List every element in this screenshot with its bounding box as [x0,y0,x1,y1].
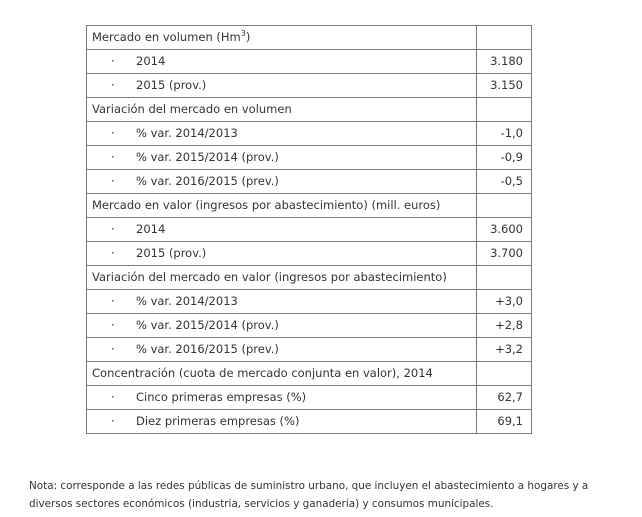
section-title [87,26,477,50]
row-value: 3.700 [477,242,532,266]
bullet-icon: · [111,294,115,308]
table-row [87,314,532,338]
row-label: % var. 2016/2015 (prev.) [136,342,279,356]
section-title [87,194,477,218]
row-value: 3.180 [477,50,532,74]
row-value: 3.600 [477,218,532,242]
row-value: -1,0 [477,122,532,146]
row-label: % var. 2014/2013 [136,294,238,308]
row-label: % var. 2015/2014 (prov.) [136,318,279,332]
row-value: +3,0 [477,290,532,314]
row-label-cell [87,410,477,434]
bullet-icon: · [111,222,115,236]
bullet-icon: · [111,390,115,404]
row-value: -0,5 [477,170,532,194]
section-header-row [87,194,532,218]
footnote: Nota: corresponde a las redes públicas de suministro urbano, que incluyen el abastecimiento a hogares y a diversos sectores económicos (industria, servicios y ganadería) y consumos municipales. [29,480,589,510]
row-label: 2015 (prov.) [136,78,207,92]
table-row [87,218,532,242]
table-row [87,290,532,314]
section-title [87,266,477,290]
empty-value-cell [477,26,532,50]
table-row [87,386,532,410]
row-label: % var. 2014/2013 [136,126,238,140]
bullet-icon: · [111,342,115,356]
section-title-text: Variación del mercado en valor (ingresos por abastecimiento) [92,270,447,284]
bullet-icon: · [111,150,115,164]
bullet-icon: · [111,174,115,188]
unit-superscript: 3 [240,29,246,38]
row-label: 2015 (prov.) [136,246,207,260]
table-row [87,122,532,146]
row-value: +3,2 [477,338,532,362]
row-label-cell [87,338,477,362]
row-label: 2014 [136,222,166,236]
section-header-row [87,98,532,122]
row-label-cell [87,170,477,194]
bullet-icon: · [111,318,115,332]
section-title-text: Mercado en valor (ingresos por abastecimiento) (mill. euros) [92,198,441,212]
row-label-cell [87,122,477,146]
section-header-row [87,26,532,50]
section-title-text: Variación del mercado en volumen [92,102,292,116]
table-row [87,74,532,98]
row-label: Diez primeras empresas (%) [136,414,300,428]
table-row [87,146,532,170]
row-label: % var. 2016/2015 (prev.) [136,174,279,188]
section-title-text: Mercado en volumen (Hm [92,30,241,44]
section-header-row [87,362,532,386]
row-label-cell [87,386,477,410]
row-label: % var. 2015/2014 (prov.) [136,150,279,164]
table-row [87,338,532,362]
row-value: -0,9 [477,146,532,170]
empty-value-cell [477,98,532,122]
row-label-cell [87,314,477,338]
empty-value-cell [477,266,532,290]
row-value: +2,8 [477,314,532,338]
market-data-table [86,25,532,434]
empty-value-cell [477,362,532,386]
table-row [87,410,532,434]
row-label-cell [87,146,477,170]
section-header-row [87,266,532,290]
row-label-cell [87,218,477,242]
row-label-cell [87,74,477,98]
row-value: 3.150 [477,74,532,98]
table-row [87,242,532,266]
section-title-text: Concentración (cuota de mercado conjunta en valor), 2014 [92,366,433,380]
bullet-icon: · [111,54,115,68]
table-row [87,170,532,194]
bullet-icon: · [111,414,115,428]
bullet-icon: · [111,246,115,260]
row-label-cell [87,290,477,314]
bullet-icon: · [111,78,115,92]
table-row [87,50,532,74]
section-title-suffix: ) [245,30,251,44]
row-label-cell [87,50,477,74]
row-value: 62,7 [477,386,532,410]
empty-value-cell [477,194,532,218]
row-value: 69,1 [477,410,532,434]
row-label-cell [87,242,477,266]
section-title [87,362,477,386]
section-title [87,98,477,122]
row-label: Cinco primeras empresas (%) [136,390,307,404]
row-label: 2014 [136,54,166,68]
bullet-icon: · [111,126,115,140]
